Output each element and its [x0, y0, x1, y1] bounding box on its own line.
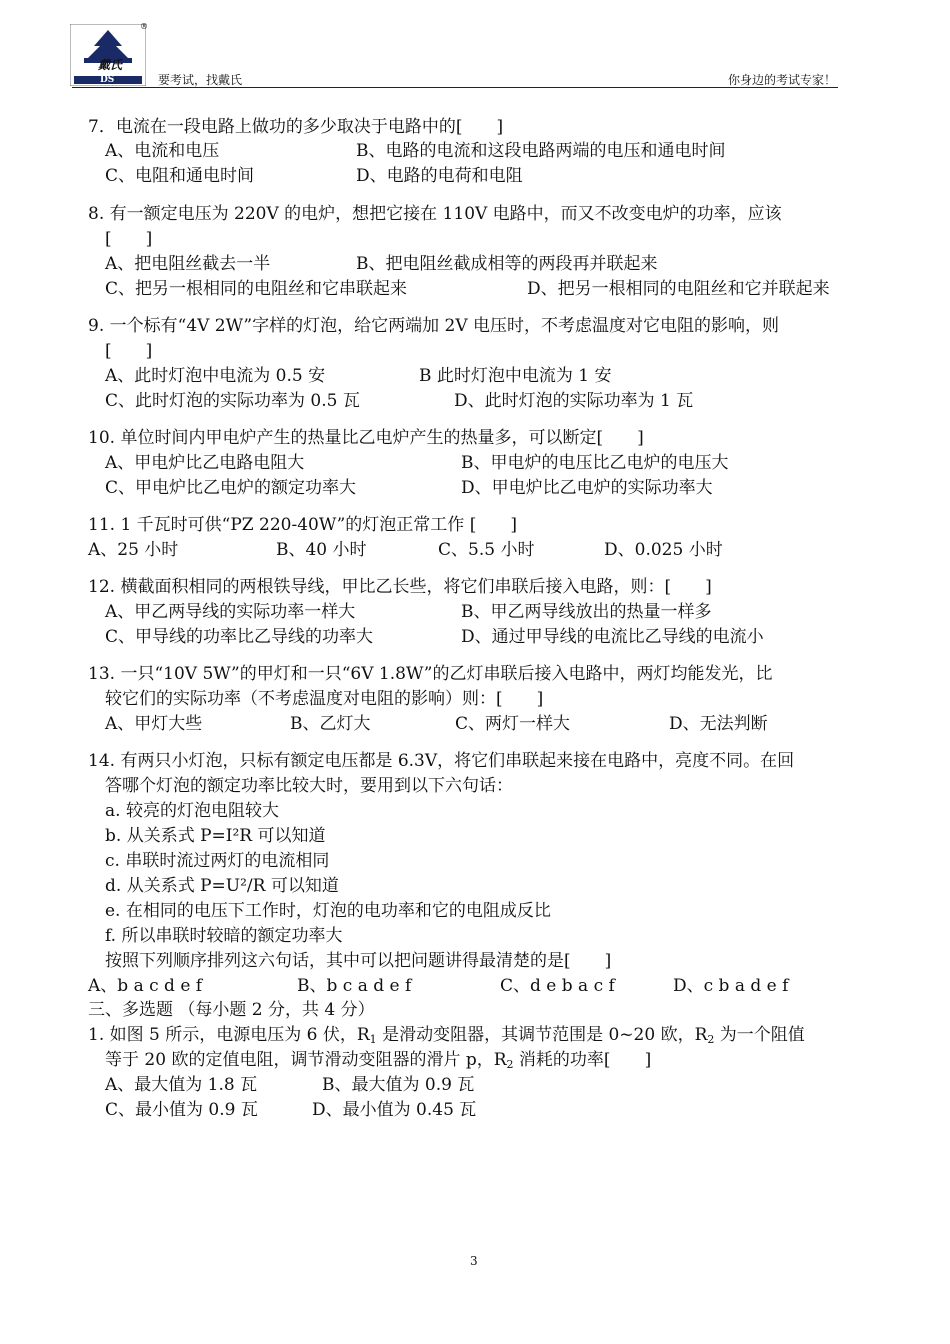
- m1-option-b: B、最大值为 0.9 瓦: [322, 1075, 475, 1095]
- q14-sentence-f: f. 所以串联时较暗的额定功率大: [105, 926, 343, 946]
- q13-option-d: D、无法判断: [669, 714, 768, 734]
- q11-option-b: B、40 小时: [276, 540, 367, 560]
- q13-stem: 13. 一只“10V 5W”的甲灯和一只“6V 1.8W”的乙灯串联后接入电路中，两灯均能发光，比: [88, 664, 773, 684]
- header-right-slogan: 你身边的考试专家！: [727, 73, 836, 87]
- q9-option-c: C、此时灯泡的实际功率为 0.5 瓦: [105, 391, 360, 411]
- m1-option-d: D、最小值为 0.45 瓦: [312, 1100, 477, 1120]
- header-rule: [72, 87, 838, 88]
- header-left-slogan: 要考试，找戴氏: [158, 73, 243, 87]
- q8-option-d: D、把另一根相同的电阻丝和它并联起来: [527, 279, 830, 299]
- registered-mark: ®: [140, 22, 148, 31]
- q8-bracket: [ ]: [105, 229, 153, 249]
- q12-option-b: B、甲乙两导线放出的热量一样多: [461, 602, 712, 622]
- q9-option-d: D、此时灯泡的实际功率为 1 瓦: [454, 391, 694, 411]
- q14-order-prompt: 按照下列顺序排列这六句话，其中可以把问题讲得最清楚的是[ ]: [105, 951, 612, 971]
- q7-option-a: A、电流和电压: [105, 141, 220, 161]
- page-number: 3: [470, 1254, 478, 1268]
- q7-option-b: B、电路的电流和这段电路两端的电压和通电时间: [356, 141, 726, 161]
- q13-option-c: C、两灯一样大: [455, 714, 571, 734]
- q7-option-c: C、电阻和通电时间: [105, 166, 255, 186]
- q13-stem-continued: 较它们的实际功率（不考虑温度对电阻的影响）则：[ ]: [105, 689, 544, 709]
- logo-text: 戴氏: [98, 58, 123, 72]
- q14-stem: 14. 有两只小灯泡，只标有额定电压都是 6.3V，将它们串联起来接在电路中，亮度不同。在回: [88, 751, 795, 771]
- q14-option-b: B、b c a d e f: [297, 976, 412, 996]
- q14-sentence-c: c. 串联时流过两灯的电流相同: [105, 851, 330, 871]
- q7-stem: 7．电流在一段电路上做功的多少取决于电路中的[ ]: [88, 117, 504, 137]
- q8-option-a: A、把电阻丝截去一半: [105, 254, 271, 274]
- q14-sentence-e: e. 在相同的电压下工作时，灯泡的电功率和它的电阻成反比: [105, 901, 551, 921]
- m1-stem-continued: 等于 20 欧的定值电阻，调节滑动变阻器的滑片 p，$R_2$ 消耗的功率[ ]: [105, 1050, 652, 1071]
- q14-sentence-a: a. 较亮的灯泡电阻较大: [105, 801, 279, 821]
- q7-option-d: D、电路的电荷和电阻: [356, 166, 523, 186]
- q8-option-c: C、把另一根相同的电阻丝和它串联起来: [105, 279, 408, 299]
- q12-stem: 12. 横截面积相同的两根铁导线，甲比乙长些，将它们串联后接入电路，则：[ ]: [88, 577, 712, 597]
- q14-option-d: D、c b a d e f: [673, 976, 789, 996]
- q14-stem-continued: 答哪个灯泡的额定功率比较大时，要用到以下六句话：: [105, 776, 513, 796]
- q9-stem: 9. 一个标有“4V 2W”字样的灯泡，给它两端加 2V 电压时，不考虑温度对它电阻的影响，则: [88, 316, 780, 336]
- q12-option-d: D、通过甲导线的电流比乙导线的电流小: [461, 627, 764, 647]
- q11-option-d: D、0.025 小时: [604, 540, 723, 560]
- q10-option-d: D、甲电炉比乙电炉的实际功率大: [461, 478, 713, 498]
- section-multi-choice-title: 三、多选题 （每小题 2 分，共 4 分）: [88, 1000, 375, 1020]
- q10-option-c: C、甲电炉比乙电炉的额定功率大: [105, 478, 357, 498]
- q8-option-b: B、把电阻丝截成相等的两段再并联起来: [356, 254, 658, 274]
- m1-stem: 1. 如图 5 所示，电源电压为 6 伏，$R_1$ 是滑动变阻器，其调节范围是 0~20 欧，$R_2$ 为一个阻值: [88, 1025, 805, 1046]
- q10-stem: 10. 单位时间内甲电炉产生的热量比乙电炉产生的热量多，可以断定[ ]: [88, 428, 644, 448]
- q9-bracket: [ ]: [105, 341, 153, 361]
- q12-option-c: C、甲导线的功率比乙导线的功率大: [105, 627, 374, 647]
- q14-sentence-d: d. 从关系式 P=U²/R 可以知道: [105, 876, 339, 896]
- q14-sentence-b: b. 从关系式 P=I²R 可以知道: [105, 826, 326, 846]
- q10-option-b: B、甲电炉的电压比乙电炉的电压大: [461, 453, 729, 473]
- q9-option-a: A、此时灯泡中电流为 0.5 安: [105, 366, 326, 386]
- q11-stem: 11. 1 千瓦时可供“PZ 220-40W”的灯泡正常工作 [ ]: [88, 515, 517, 535]
- q8-stem: 8. 有一额定电压为 220V 的电炉，想把它接在 110V 电路中，而又不改变电炉的功率，应该: [88, 204, 782, 224]
- q11-option-c: C、5.5 小时: [438, 540, 535, 560]
- m1-option-c: C、最小值为 0.9 瓦: [105, 1100, 258, 1120]
- logo-abbr: DS: [100, 75, 115, 85]
- q12-option-a: A、甲乙两导线的实际功率一样大: [105, 602, 356, 622]
- q13-option-a: A、甲灯大些: [105, 714, 203, 734]
- q11-option-a: A、25 小时: [88, 540, 179, 560]
- q13-option-b: B、乙灯大: [290, 714, 371, 734]
- m1-option-a: A、最大值为 1.8 瓦: [105, 1075, 258, 1095]
- q10-option-a: A、甲电炉比乙电路电阻大: [105, 453, 305, 473]
- q14-option-c: C、d e b a c f: [500, 976, 615, 996]
- q14-option-a: A、b a c d e f: [88, 976, 203, 996]
- q9-option-b: B 此时灯泡中电流为 1 安: [419, 366, 612, 386]
